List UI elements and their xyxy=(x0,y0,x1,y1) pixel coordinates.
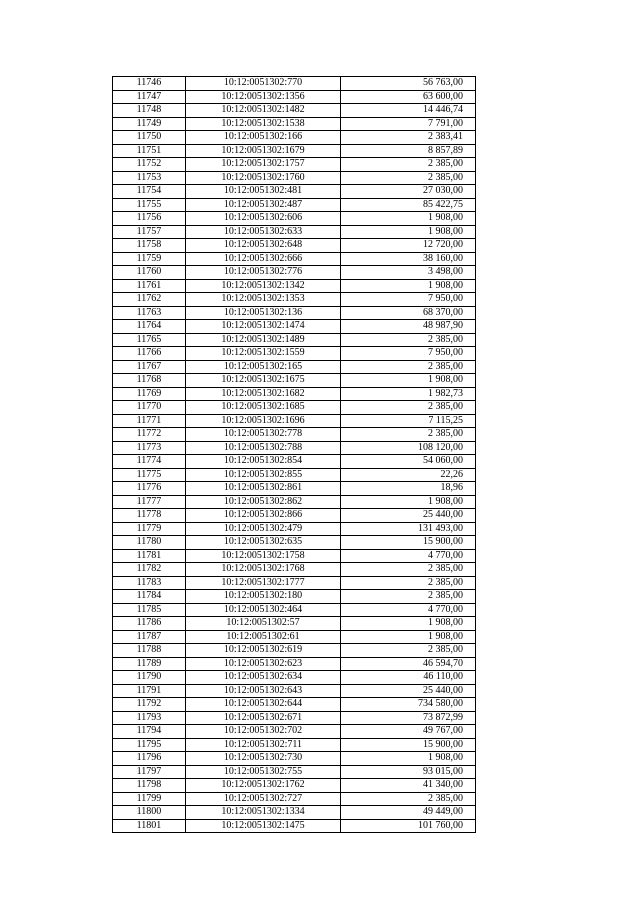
table-row xyxy=(113,90,476,104)
cadastral-number-cell: 10:12:0051302:634 xyxy=(186,671,341,685)
table-row xyxy=(113,590,476,604)
table-row xyxy=(113,428,476,442)
row-number-cell: 11768 xyxy=(113,374,186,388)
row-number-cell: 11787 xyxy=(113,630,186,644)
table-row xyxy=(113,185,476,199)
amount-cell: 25 440,00 xyxy=(341,509,476,523)
table-row xyxy=(113,792,476,806)
row-number-cell: 11760 xyxy=(113,266,186,280)
cadastral-number-cell: 10:12:0051302:1474 xyxy=(186,320,341,334)
cadastral-number-cell: 10:12:0051302:643 xyxy=(186,684,341,698)
row-number-cell: 11777 xyxy=(113,495,186,509)
table-row xyxy=(113,536,476,550)
amount-cell: 12 720,00 xyxy=(341,239,476,253)
cadastral-number-cell: 10:12:0051302:666 xyxy=(186,252,341,266)
table-row xyxy=(113,225,476,239)
row-number-cell: 11790 xyxy=(113,671,186,685)
amount-cell: 2 385,00 xyxy=(341,333,476,347)
table-row xyxy=(113,617,476,631)
row-number-cell: 11773 xyxy=(113,441,186,455)
row-number-cell: 11797 xyxy=(113,765,186,779)
table-row xyxy=(113,644,476,658)
table-row xyxy=(113,320,476,334)
row-number-cell: 11764 xyxy=(113,320,186,334)
row-number-cell: 11791 xyxy=(113,684,186,698)
amount-cell: 1 908,00 xyxy=(341,212,476,226)
table-row xyxy=(113,239,476,253)
row-number-cell: 11792 xyxy=(113,698,186,712)
cadastral-number-cell: 10:12:0051302:730 xyxy=(186,752,341,766)
amount-cell: 2 385,00 xyxy=(341,401,476,415)
table-row xyxy=(113,603,476,617)
amount-cell: 108 120,00 xyxy=(341,441,476,455)
cadastral-number-cell: 10:12:0051302:862 xyxy=(186,495,341,509)
cadastral-number-cell: 10:12:0051302:635 xyxy=(186,536,341,550)
row-number-cell: 11765 xyxy=(113,333,186,347)
amount-cell: 73 872,99 xyxy=(341,711,476,725)
row-number-cell: 11795 xyxy=(113,738,186,752)
cadastral-number-cell: 10:12:0051302:1696 xyxy=(186,414,341,428)
table-row xyxy=(113,144,476,158)
amount-cell: 56 763,00 xyxy=(341,77,476,91)
amount-cell: 1 908,00 xyxy=(341,279,476,293)
cadastral-number-cell: 10:12:0051302:861 xyxy=(186,482,341,496)
row-number-cell: 11747 xyxy=(113,90,186,104)
cadastral-number-cell: 10:12:0051302:1334 xyxy=(186,806,341,820)
table-row xyxy=(113,117,476,131)
table-row xyxy=(113,765,476,779)
amount-cell: 15 900,00 xyxy=(341,738,476,752)
cadastral-number-cell: 10:12:0051302:1762 xyxy=(186,779,341,793)
table-row xyxy=(113,212,476,226)
row-number-cell: 11772 xyxy=(113,428,186,442)
cadastral-number-cell: 10:12:0051302:57 xyxy=(186,617,341,631)
amount-cell: 25 440,00 xyxy=(341,684,476,698)
amount-cell: 2 385,00 xyxy=(341,590,476,604)
table-row xyxy=(113,252,476,266)
amount-cell: 14 446,74 xyxy=(341,104,476,118)
table-row xyxy=(113,266,476,280)
land-parcel-table xyxy=(112,76,476,833)
row-number-cell: 11776 xyxy=(113,482,186,496)
row-number-cell: 11769 xyxy=(113,387,186,401)
cadastral-number-cell: 10:12:0051302:1758 xyxy=(186,549,341,563)
row-number-cell: 11746 xyxy=(113,77,186,91)
amount-cell: 63 600,00 xyxy=(341,90,476,104)
row-number-cell: 11749 xyxy=(113,117,186,131)
cadastral-number-cell: 10:12:0051302:136 xyxy=(186,306,341,320)
table-row xyxy=(113,738,476,752)
table-row xyxy=(113,306,476,320)
row-number-cell: 11783 xyxy=(113,576,186,590)
table-row xyxy=(113,563,476,577)
row-number-cell: 11756 xyxy=(113,212,186,226)
table-row xyxy=(113,549,476,563)
amount-cell: 4 770,00 xyxy=(341,603,476,617)
row-number-cell: 11779 xyxy=(113,522,186,536)
amount-cell: 1 908,00 xyxy=(341,630,476,644)
row-number-cell: 11774 xyxy=(113,455,186,469)
cadastral-number-cell: 10:12:0051302:623 xyxy=(186,657,341,671)
amount-cell: 7 950,00 xyxy=(341,347,476,361)
cadastral-number-cell: 10:12:0051302:866 xyxy=(186,509,341,523)
row-number-cell: 11801 xyxy=(113,819,186,833)
table-row xyxy=(113,455,476,469)
table-row xyxy=(113,576,476,590)
cadastral-number-cell: 10:12:0051302:61 xyxy=(186,630,341,644)
table-row xyxy=(113,698,476,712)
cadastral-number-cell: 10:12:0051302:1757 xyxy=(186,158,341,172)
amount-cell: 7 950,00 xyxy=(341,293,476,307)
cadastral-number-cell: 10:12:0051302:619 xyxy=(186,644,341,658)
row-number-cell: 11788 xyxy=(113,644,186,658)
amount-cell: 7 115,25 xyxy=(341,414,476,428)
row-number-cell: 11759 xyxy=(113,252,186,266)
table-row xyxy=(113,333,476,347)
table-row xyxy=(113,171,476,185)
amount-cell: 2 383,41 xyxy=(341,131,476,145)
table-row xyxy=(113,198,476,212)
amount-cell: 1 908,00 xyxy=(341,374,476,388)
cadastral-number-cell: 10:12:0051302:1559 xyxy=(186,347,341,361)
amount-cell: 1 908,00 xyxy=(341,617,476,631)
cadastral-number-cell: 10:12:0051302:1482 xyxy=(186,104,341,118)
cadastral-number-cell: 10:12:0051302:776 xyxy=(186,266,341,280)
row-number-cell: 11766 xyxy=(113,347,186,361)
table-row xyxy=(113,657,476,671)
cadastral-number-cell: 10:12:0051302:1356 xyxy=(186,90,341,104)
cadastral-number-cell: 10:12:0051302:788 xyxy=(186,441,341,455)
row-number-cell: 11762 xyxy=(113,293,186,307)
amount-cell: 46 594,70 xyxy=(341,657,476,671)
row-number-cell: 11761 xyxy=(113,279,186,293)
cadastral-number-cell: 10:12:0051302:711 xyxy=(186,738,341,752)
table-row xyxy=(113,347,476,361)
row-number-cell: 11789 xyxy=(113,657,186,671)
cadastral-number-cell: 10:12:0051302:1489 xyxy=(186,333,341,347)
cadastral-number-cell: 10:12:0051302:1353 xyxy=(186,293,341,307)
amount-cell: 2 385,00 xyxy=(341,563,476,577)
table-row xyxy=(113,752,476,766)
row-number-cell: 11784 xyxy=(113,590,186,604)
cadastral-number-cell: 10:12:0051302:702 xyxy=(186,725,341,739)
row-number-cell: 11763 xyxy=(113,306,186,320)
cadastral-number-cell: 10:12:0051302:727 xyxy=(186,792,341,806)
amount-cell: 48 987,90 xyxy=(341,320,476,334)
amount-cell: 49 767,00 xyxy=(341,725,476,739)
amount-cell: 2 385,00 xyxy=(341,644,476,658)
table-row xyxy=(113,414,476,428)
row-number-cell: 11771 xyxy=(113,414,186,428)
amount-cell: 27 030,00 xyxy=(341,185,476,199)
table-body xyxy=(113,77,476,833)
cadastral-number-cell: 10:12:0051302:1760 xyxy=(186,171,341,185)
amount-cell: 68 370,00 xyxy=(341,306,476,320)
table-row xyxy=(113,441,476,455)
cadastral-number-cell: 10:12:0051302:778 xyxy=(186,428,341,442)
cadastral-number-cell: 10:12:0051302:633 xyxy=(186,225,341,239)
table-row xyxy=(113,522,476,536)
cadastral-number-cell: 10:12:0051302:648 xyxy=(186,239,341,253)
cadastral-number-cell: 10:12:0051302:166 xyxy=(186,131,341,145)
table-row xyxy=(113,806,476,820)
table-row xyxy=(113,468,476,482)
row-number-cell: 11767 xyxy=(113,360,186,374)
row-number-cell: 11757 xyxy=(113,225,186,239)
row-number-cell: 11782 xyxy=(113,563,186,577)
table-row xyxy=(113,495,476,509)
cadastral-number-cell: 10:12:0051302:1475 xyxy=(186,819,341,833)
row-number-cell: 11798 xyxy=(113,779,186,793)
table-row xyxy=(113,374,476,388)
cadastral-number-cell: 10:12:0051302:180 xyxy=(186,590,341,604)
cadastral-number-cell: 10:12:0051302:1342 xyxy=(186,279,341,293)
row-number-cell: 11758 xyxy=(113,239,186,253)
cadastral-number-cell: 10:12:0051302:1768 xyxy=(186,563,341,577)
cadastral-number-cell: 10:12:0051302:755 xyxy=(186,765,341,779)
cadastral-number-cell: 10:12:0051302:644 xyxy=(186,698,341,712)
amount-cell: 1 908,00 xyxy=(341,495,476,509)
row-number-cell: 11796 xyxy=(113,752,186,766)
cadastral-number-cell: 10:12:0051302:854 xyxy=(186,455,341,469)
row-number-cell: 11799 xyxy=(113,792,186,806)
row-number-cell: 11786 xyxy=(113,617,186,631)
row-number-cell: 11752 xyxy=(113,158,186,172)
cadastral-number-cell: 10:12:0051302:671 xyxy=(186,711,341,725)
amount-cell: 4 770,00 xyxy=(341,549,476,563)
table-row xyxy=(113,509,476,523)
cadastral-number-cell: 10:12:0051302:1685 xyxy=(186,401,341,415)
table-row xyxy=(113,131,476,145)
amount-cell: 2 385,00 xyxy=(341,428,476,442)
table-row xyxy=(113,630,476,644)
amount-cell: 8 857,89 xyxy=(341,144,476,158)
table-row xyxy=(113,387,476,401)
row-number-cell: 11793 xyxy=(113,711,186,725)
amount-cell: 22,26 xyxy=(341,468,476,482)
row-number-cell: 11785 xyxy=(113,603,186,617)
amount-cell: 7 791,00 xyxy=(341,117,476,131)
cadastral-number-cell: 10:12:0051302:1679 xyxy=(186,144,341,158)
amount-cell: 3 498,00 xyxy=(341,266,476,280)
cadastral-number-cell: 10:12:0051302:479 xyxy=(186,522,341,536)
table-row xyxy=(113,684,476,698)
table-row xyxy=(113,293,476,307)
amount-cell: 131 493,00 xyxy=(341,522,476,536)
row-number-cell: 11750 xyxy=(113,131,186,145)
amount-cell: 38 160,00 xyxy=(341,252,476,266)
row-number-cell: 11800 xyxy=(113,806,186,820)
amount-cell: 49 449,00 xyxy=(341,806,476,820)
table-row xyxy=(113,104,476,118)
amount-cell: 18,96 xyxy=(341,482,476,496)
table-row xyxy=(113,360,476,374)
amount-cell: 1 908,00 xyxy=(341,225,476,239)
table-row xyxy=(113,401,476,415)
amount-cell: 2 385,00 xyxy=(341,576,476,590)
amount-cell: 2 385,00 xyxy=(341,171,476,185)
amount-cell: 15 900,00 xyxy=(341,536,476,550)
row-number-cell: 11751 xyxy=(113,144,186,158)
table-row xyxy=(113,279,476,293)
cadastral-number-cell: 10:12:0051302:481 xyxy=(186,185,341,199)
row-number-cell: 11794 xyxy=(113,725,186,739)
amount-cell: 54 060,00 xyxy=(341,455,476,469)
cadastral-number-cell: 10:12:0051302:1675 xyxy=(186,374,341,388)
cadastral-number-cell: 10:12:0051302:770 xyxy=(186,77,341,91)
row-number-cell: 11780 xyxy=(113,536,186,550)
amount-cell: 93 015,00 xyxy=(341,765,476,779)
amount-cell: 101 760,00 xyxy=(341,819,476,833)
table-row xyxy=(113,779,476,793)
amount-cell: 41 340,00 xyxy=(341,779,476,793)
row-number-cell: 11755 xyxy=(113,198,186,212)
row-number-cell: 11778 xyxy=(113,509,186,523)
amount-cell: 734 580,00 xyxy=(341,698,476,712)
table-row xyxy=(113,158,476,172)
table-row xyxy=(113,711,476,725)
amount-cell: 46 110,00 xyxy=(341,671,476,685)
cadastral-number-cell: 10:12:0051302:1682 xyxy=(186,387,341,401)
cadastral-number-cell: 10:12:0051302:464 xyxy=(186,603,341,617)
table-row xyxy=(113,482,476,496)
table-row xyxy=(113,819,476,833)
amount-cell: 85 422,75 xyxy=(341,198,476,212)
cadastral-number-cell: 10:12:0051302:1538 xyxy=(186,117,341,131)
row-number-cell: 11748 xyxy=(113,104,186,118)
table-row xyxy=(113,77,476,91)
table-row xyxy=(113,725,476,739)
row-number-cell: 11775 xyxy=(113,468,186,482)
row-number-cell: 11781 xyxy=(113,549,186,563)
row-number-cell: 11753 xyxy=(113,171,186,185)
amount-cell: 1 982,73 xyxy=(341,387,476,401)
cadastral-number-cell: 10:12:0051302:855 xyxy=(186,468,341,482)
amount-cell: 1 908,00 xyxy=(341,752,476,766)
cadastral-number-cell: 10:12:0051302:165 xyxy=(186,360,341,374)
table-row xyxy=(113,671,476,685)
amount-cell: 2 385,00 xyxy=(341,158,476,172)
cadastral-number-cell: 10:12:0051302:487 xyxy=(186,198,341,212)
row-number-cell: 11754 xyxy=(113,185,186,199)
amount-cell: 2 385,00 xyxy=(341,360,476,374)
cadastral-number-cell: 10:12:0051302:1777 xyxy=(186,576,341,590)
cadastral-number-cell: 10:12:0051302:606 xyxy=(186,212,341,226)
amount-cell: 2 385,00 xyxy=(341,792,476,806)
row-number-cell: 11770 xyxy=(113,401,186,415)
